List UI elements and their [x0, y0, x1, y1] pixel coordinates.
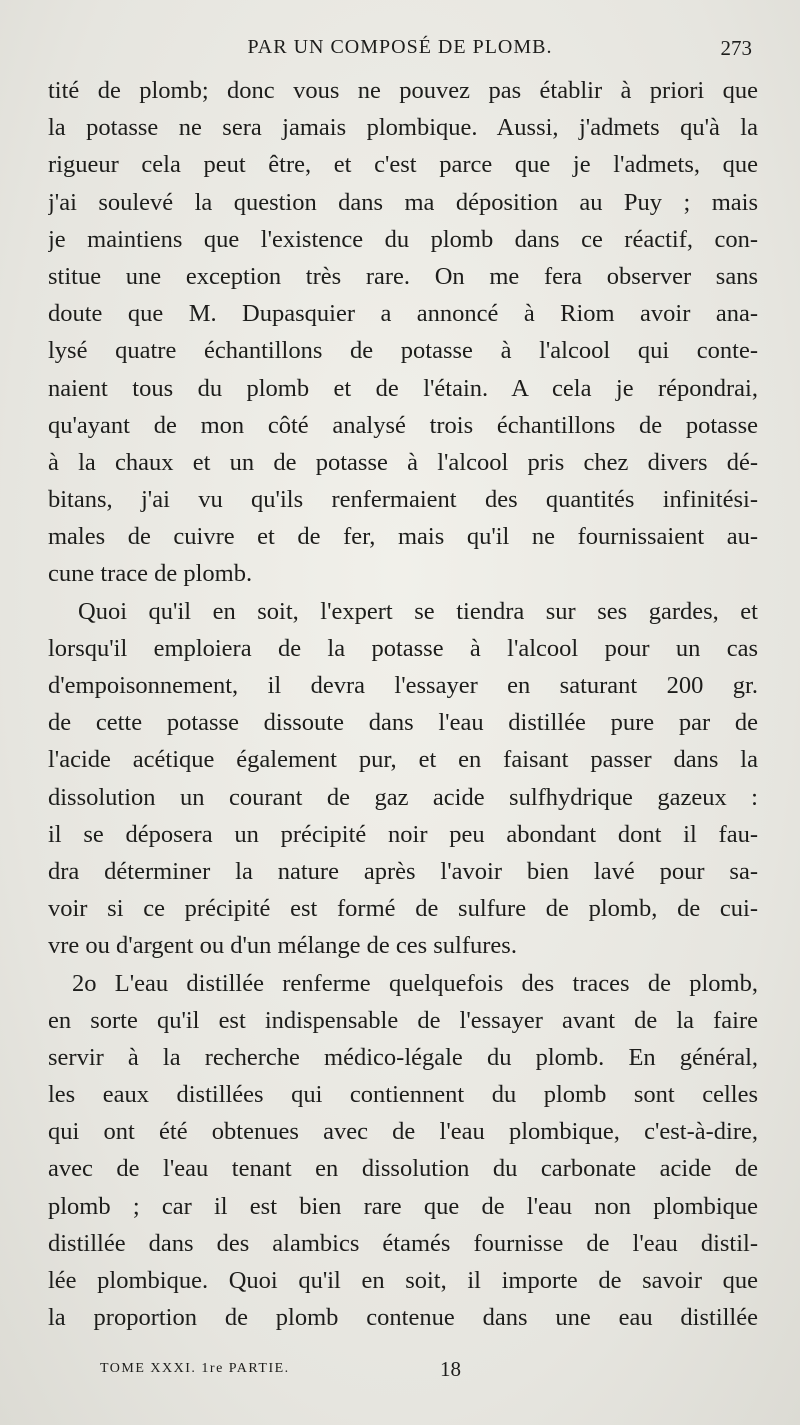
signature-mark: 18	[440, 1357, 461, 1381]
text-line: en sorte qu'il est indispensable de l'essayer avant de la faire	[48, 1006, 758, 1034]
page-footer	[100, 1357, 700, 1387]
text-line: tité de plomb; donc vous ne pouvez pas établir à priori que	[48, 77, 758, 104]
page-number: 273	[720, 36, 752, 60]
text-line: il se déposera un précipité noir peu abondant dont il fau-	[48, 820, 758, 848]
text-line: les eaux distillées qui contiennent du plomb sont celles	[48, 1081, 758, 1109]
page-header	[48, 36, 752, 68]
text-line: servir à la recherche médico-légale du plomb. En général,	[48, 1043, 758, 1071]
text-line: de cette potasse dissoute dans l'eau distillée pure par de	[48, 709, 758, 737]
text-line: qui ont été obtenues avec de l'eau plombique, c'est-à-dire,	[48, 1118, 758, 1146]
text-line: lée plombique. Quoi qu'il en soit, il importe de savoir que	[48, 1267, 758, 1294]
text-line: dra déterminer la nature après l'avoir bien lavé pour sa-	[48, 857, 758, 885]
text-line: qu'ayant de mon côté analysé trois échantillons de potasse	[48, 411, 758, 439]
text-line: distillée dans des alambics étamés fournisse de l'eau distil-	[48, 1229, 758, 1257]
printer-signature: TOME XXXI. 1re PARTIE.	[100, 1361, 290, 1376]
text-line: la proportion de plomb contenue dans une eau distillée	[48, 1304, 758, 1332]
text-line: j'ai soulevé la question dans ma déposition au Puy ; mais	[48, 188, 758, 216]
text-line: stitue une exception très rare. On me fera observer sans	[48, 262, 758, 290]
text-line: 2o L'eau distillée renferme quelquefois des traces de plomb,	[72, 969, 758, 997]
text-line: cune trace de plomb.	[48, 560, 253, 588]
text-line: voir si ce précipité est formé de sulfure de plomb, de cui-	[48, 895, 758, 923]
text-line: la potasse ne sera jamais plombique. Aussi, j'admets qu'à la	[48, 114, 758, 142]
running-title: PAR UN COMPOSÉ DE PLOMB.	[247, 36, 553, 58]
body-text	[48, 72, 758, 1336]
text-line: males de cuivre et de fer, mais qu'il ne fournissaient au-	[48, 523, 758, 551]
text-line: plomb ; car il est bien rare que de l'eau non plombique	[48, 1192, 758, 1220]
text-line: Quoi qu'il en soit, l'expert se tiendra sur ses gardes, et	[78, 597, 758, 625]
text-line: avec de l'eau tenant en dissolution du carbonate acide de	[48, 1155, 758, 1183]
text-line: je maintiens que l'existence du plomb dans ce réactif, con-	[48, 225, 758, 253]
text-line: l'acide acétique également pur, et en faisant passer dans la	[48, 746, 758, 774]
text-line: naient tous du plomb et de l'étain. A cela je répondrai,	[48, 374, 758, 402]
text-line: d'empoisonnement, il devra l'essayer en saturant 200 gr.	[48, 672, 758, 699]
text-line: lorsqu'il emploiera de la potasse à l'alcool pour un cas	[48, 634, 758, 662]
text-line: bitans, j'ai vu qu'ils renfermaient des quantités infinitési-	[48, 486, 758, 514]
text-line: lysé quatre échantillons de potasse à l'alcool qui conte-	[48, 337, 758, 365]
text-line: doute que M. Dupasquier a annoncé à Riom avoir ana-	[48, 300, 758, 328]
text-line: rigueur cela peut être, et c'est parce que je l'admets, que	[48, 151, 758, 179]
text-line: vre ou d'argent ou d'un mélange de ces sulfures.	[48, 932, 517, 960]
text-line: dissolution un courant de gaz acide sulfhydrique gazeux :	[48, 783, 758, 811]
text-line: à la chaux et un de potasse à l'alcool pris chez divers dé-	[48, 448, 758, 476]
